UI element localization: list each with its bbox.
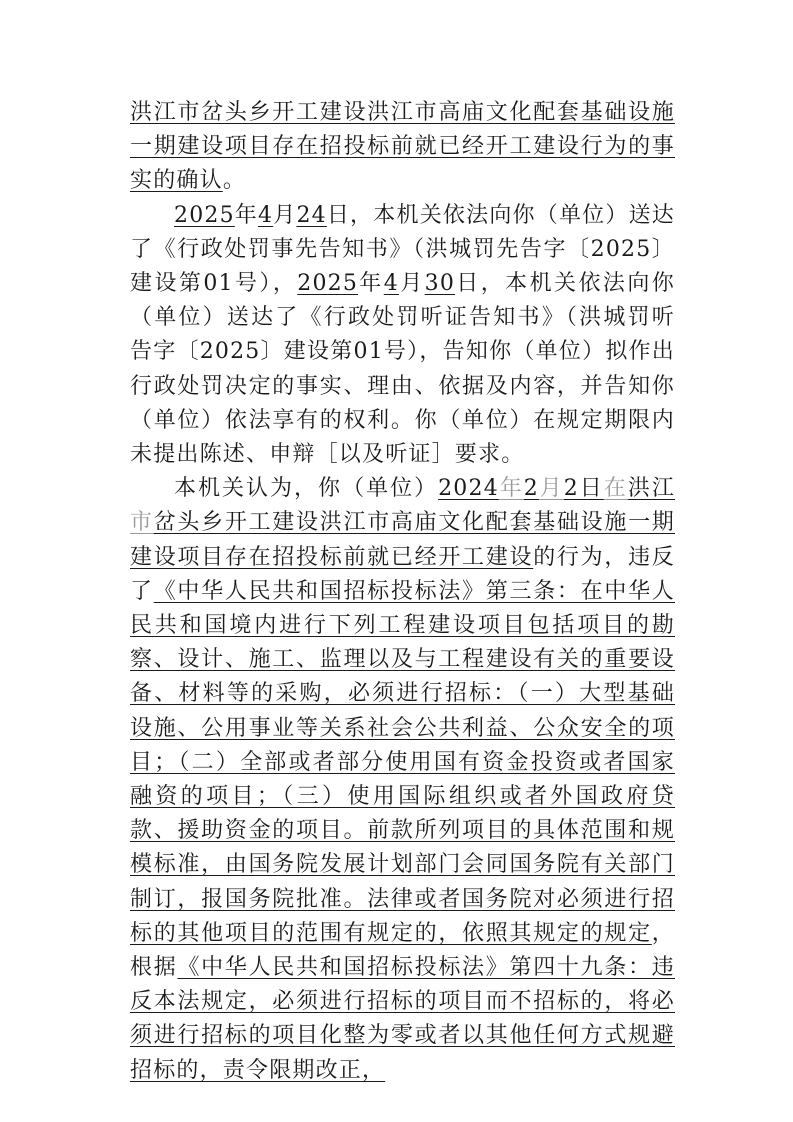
violation-month: 2	[523, 476, 539, 502]
notice-day-2: 30	[424, 271, 456, 297]
location-city-suffix: 市	[130, 510, 154, 536]
paragraph-fact-confirmation	[130, 96, 675, 199]
location-city: 洪江	[627, 476, 676, 502]
at-char: 在	[603, 476, 628, 502]
document-page	[130, 96, 675, 1088]
notice-month-2: 4	[383, 271, 399, 297]
year-char-1: 年	[234, 202, 259, 228]
notice-text-2: 日，本机关依法向你（单位）送达了《行政处罚听证告知书》（洪城罚听告字〔2025〕建设第01号），告知你（单位）拟作出行政处罚决定的事实、理由、依据及内容，并告知你（单位）依法享有的权利。你（单位）在规定期限内未提出陈述、申辩［以及听证］要求。	[130, 271, 675, 468]
according-to: ，根据	[130, 920, 675, 981]
violation-year: 2024	[438, 476, 499, 502]
notice-month-1: 4	[258, 202, 274, 228]
month-char-2: 月	[398, 271, 425, 297]
month-char-1: 月	[273, 202, 297, 228]
year-char-2: 年	[358, 271, 384, 297]
law-article-3: 《中华人民共和国招标投标法》第三条：在中华人民共和国境内进行下列工程建设项目包括项目的勘察、设计、施工、监理以及与工程建设有关的重要设备、材料等的采购，必须进行招标：（一）大型基础设施、公用事业等关系社会公共利益、公众安全的项目；（二）全部或者部分使用国有资金投资或者国家融资的项目；（三）使用国际组织或者外国政府贷款、援助资金的项目。前款所列项目的具体范围和规模标准，由国务院发展计划部门会同国务院有关部门制订，报国务院批准。法律或者国务院对必须进行招标的其他项目的范围有规定的，依照其规定的规定	[130, 578, 675, 946]
violation-description: 岔头乡开工建设洪江市高庙文化配套基础设施一期建设项目存在招投标前就已经开工建设	[130, 510, 675, 570]
month-char: 月	[538, 476, 564, 502]
opinion-intro: 本机关认为，你（单位）	[174, 476, 439, 502]
notice-day-1: 24	[296, 202, 327, 228]
law-article-49: 《中华人民共和国招标投标法》第四十九条：违反本法规定，必须进行招标的项目而不招标的，将必须进行招标的项目化整为零或者以其他任何方式规避招标的，责令限期改正，	[130, 955, 675, 1083]
project-fact-text: 洪江市岔头乡开工建设洪江市高庙文化配套基础设施一期建设项目存在招投标前就已经开工建设行为的事实的确认	[130, 100, 675, 194]
paragraph-notification	[130, 199, 675, 473]
paragraph-legal-basis	[130, 472, 675, 1088]
sentence-end: 。	[222, 168, 247, 194]
notice-year-2: 2025	[297, 271, 359, 297]
violation-day: 2	[563, 476, 579, 502]
year-char: 年	[498, 476, 524, 502]
violation-connector: 的行为，违反了	[130, 544, 675, 604]
notice-year-1: 2025	[174, 202, 235, 228]
notice-text-1: 日，本机关依法向你（单位）送达了《行政处罚事先告知书》（洪城罚先告字〔2025〕建设第01号），	[130, 202, 675, 297]
day-char: 日	[578, 476, 604, 502]
